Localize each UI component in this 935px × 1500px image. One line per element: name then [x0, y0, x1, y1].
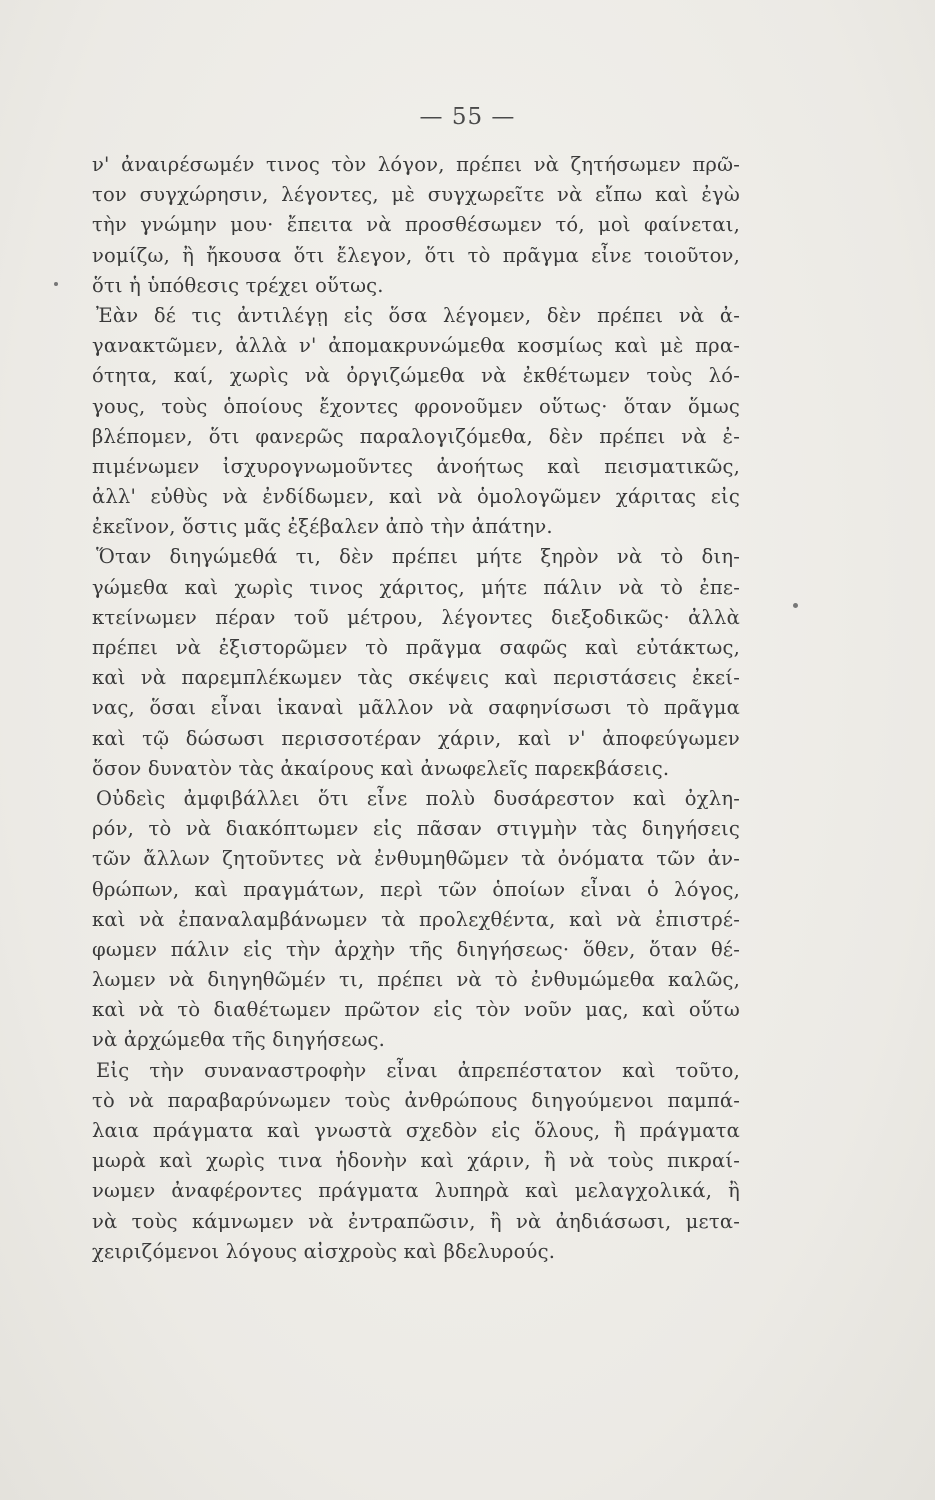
- text-line: ὅτι ἡ ὑπόθεσις τρέχει οὕτως.: [92, 273, 384, 297]
- text-line: ότητα, καί, χωρὶς νὰ ὀργιζώμεθα νὰ ἐκθέτωμεν τοὺς λό-: [92, 364, 740, 388]
- text-line: φωμεν πάλιν εἰς τὴν ἀρχὴν τῆς διηγήσεως· ὅθεν, ὅταν θέ-: [92, 937, 740, 961]
- text-line: Οὐδεὶς ἀμφιβάλλει ὅτι εἶνε πολὺ δυσάρεστον καὶ ὀχλη-: [96, 786, 740, 810]
- text-line: ἀλλ' εὐθὺς νὰ ἐνδίδωμεν, καὶ νὰ ὁμολογῶμεν χάριτας εἰς: [92, 485, 740, 509]
- text-line: χειριζόμενοι λόγους αἰσχροὺς καὶ βδελυρούς.: [92, 1239, 556, 1263]
- text-line: ν' ἀναιρέσωμέν τινος τὸν λόγον, πρέπει νὰ ζητήσωμεν πρῶ-: [92, 153, 740, 176]
- text-line: ἐκεῖνον, ὅστις μᾶς ἐξέβαλεν ἀπὸ τὴν ἀπάτην.: [92, 515, 553, 539]
- text-line: καὶ νὰ τὸ διαθέτωμεν πρῶτον εἰς τὸν νοῦν μας, καὶ οὕτω: [92, 998, 740, 1022]
- text-line: θρώπων, καὶ πραγμάτων, περὶ τῶν ὁποίων εἶναι ὁ λόγος,: [92, 877, 740, 901]
- text-line: νὰ τοὺς κάμνωμεν νὰ ἐντραπῶσιν, ἢ νὰ ἀηδιάσωσι, μετα-: [92, 1209, 740, 1233]
- paper-speck: [793, 603, 798, 608]
- text-line: γώμεθα καὶ χωρὶς τινος χάριτος, μήτε πάλιν νὰ τὸ ἐπε-: [92, 575, 740, 599]
- text-line: βλέπομεν, ὅτι φανερῶς παραλογιζόμεθα, δὲν πρέπει νὰ ἐ-: [92, 424, 740, 448]
- body-text: [92, 150, 740, 1267]
- text-line: Ἐὰν δέ τις ἀντιλέγῃ εἰς ὅσα λέγομεν, δὲν πρέπει νὰ ἀ-: [96, 303, 740, 327]
- text-line: νὰ ἀρχώμεθα τῆς διηγήσεως.: [92, 1028, 386, 1052]
- text-line: μωρὰ καὶ χωρὶς τινα ἡδονὴν καὶ χάριν, ἢ νὰ τοὺς πικραί-: [92, 1149, 740, 1173]
- text-line: νωμεν ἀναφέροντες πράγματα λυπηρὰ καὶ μελαγχολικά, ἢ: [92, 1179, 740, 1203]
- text-line: νομίζω, ἢ ἤκουσα ὅτι ἔλεγον, ὅτι τὸ πρᾶγμα εἶνε τοιοῦτον,: [92, 243, 740, 267]
- text-line: λωμεν νὰ διηγηθῶμέν τι, πρέπει νὰ τὸ ἐνθυμώμεθα καλῶς,: [92, 968, 740, 992]
- paper-speck: [54, 282, 58, 286]
- page-number: — 55 —: [419, 104, 516, 130]
- text-line: Εἰς τὴν συναναστροφὴν εἶναι ἀπρεπέστατον καὶ τοῦτο,: [96, 1058, 740, 1082]
- text-line: Ὅταν διηγώμεθά τι, δὲν πρέπει μήτε ξηρὸν νὰ τὸ διη-: [96, 545, 740, 569]
- text-line: καὶ τῷ δώσωσι περισσοτέραν χάριν, καὶ ν' ἀποφεύγωμεν: [92, 726, 740, 750]
- text-line: γους, τοὺς ὁποίους ἔχοντες φρονοῦμεν οὕτως· ὅταν ὅμως: [92, 394, 740, 418]
- text-line: ρόν, τὸ νὰ διακόπτωμεν εἰς πᾶσαν στιγμὴν τὰς διηγήσεις: [92, 817, 740, 841]
- text-line: γανακτῶμεν, ἀλλὰ ν' ἀπομακρυνώμεθα κοσμίως καὶ μὲ πρα-: [92, 334, 740, 358]
- text-line: τον συγχώρησιν, λέγοντες, μὲ συγχωρεῖτε νὰ εἴπω καὶ ἐγὼ: [92, 183, 740, 207]
- text-line: πρέπει νὰ ἐξιστορῶμεν τὸ πρᾶγμα σαφῶς καὶ εὐτάκτως,: [92, 636, 740, 659]
- text-line: τὸ νὰ παραβαρύνωμεν τοὺς ἀνθρώπους διηγούμενοι παμπά-: [92, 1088, 740, 1112]
- text-line: καὶ νὰ ἐπαναλαμβάνωμεν τὰ προλεχθέντα, καὶ νὰ ἐπιστρέ-: [92, 907, 740, 931]
- text-line: τὴν γνώμην μου· ἔπειτα νὰ προσθέσωμεν τό, μοὶ φαίνεται,: [92, 213, 740, 237]
- text-line: λαια πράγματα καὶ γνωστὰ σχεδὸν εἰς ὅλους, ἢ πράγματα: [92, 1119, 740, 1142]
- text-line: καὶ νὰ παρεμπλέκωμεν τὰς σκέψεις καὶ περιστάσεις ἐκεί-: [92, 666, 740, 690]
- text-line: νας, ὅσαι εἶναι ἱκαναὶ μᾶλλον νὰ σαφηνίσωσι τὸ πρᾶγμα: [92, 696, 740, 720]
- text-line: ὅσον δυνατὸν τὰς ἀκαίρους καὶ ἀνωφελεῖς παρεκβάσεις.: [92, 756, 670, 780]
- text-line: τῶν ἄλλων ζητοῦντες νὰ ἐνθυμηθῶμεν τὰ ὀνόματα τῶν ἀν-: [92, 847, 740, 871]
- text-line: κτείνωμεν πέραν τοῦ μέτρου, λέγοντες διεξοδικῶς· ἀλλὰ: [92, 605, 740, 629]
- text-line: πιμένωμεν ἰσχυρογνωμοῦντες ἀνοήτως καὶ πεισματικῶς,: [92, 454, 740, 478]
